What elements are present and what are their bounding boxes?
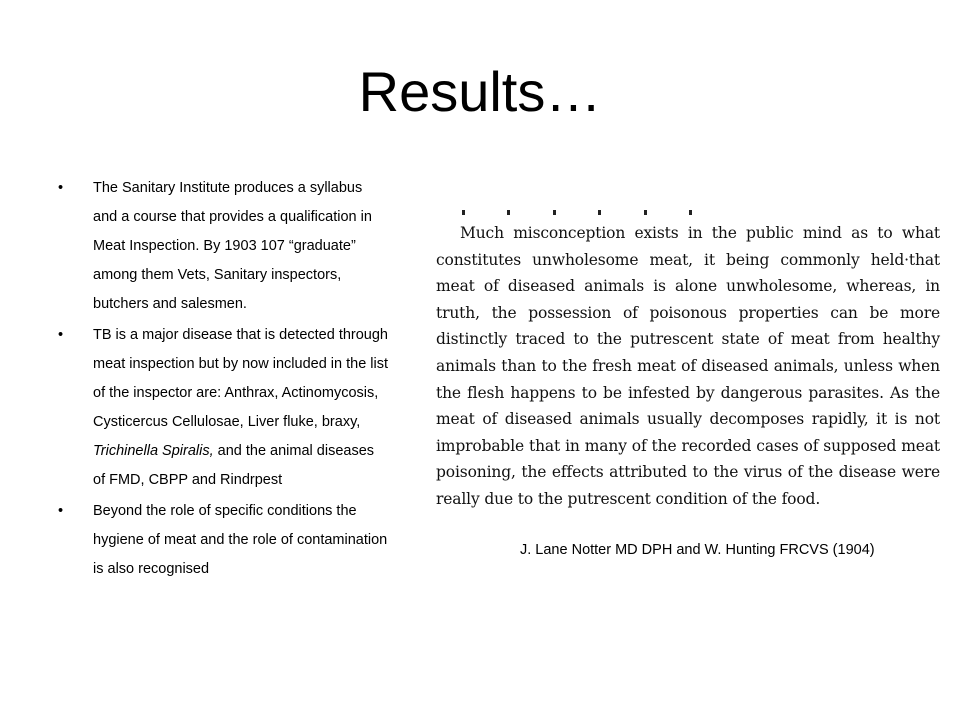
bullet-text: The Sanitary Institute produces a syllabus and a course that provides a qualification in Meat Inspection. By 1903 107 “graduate” among them Vets, Sanitary inspectors, butchers and salesmen.	[93, 180, 372, 312]
bullet-marker: •	[58, 180, 64, 196]
image-caption: J. Lane Notter MD DPH and W. Hunting FRCVS (1904)	[520, 542, 875, 558]
bullet-marker: •	[58, 503, 64, 519]
scanned-quote-text: Much misconception exists in the public mind as to what constitutes unwholesome meat, it being commonly held·that meat of diseased animals is alone unwholesome, whereas, in truth, the possession of poisonous properties can be more distinctly traced to the putrescent state of meat from healthy animals than to the fresh meat of diseased animals, unless when the flesh happens to be infested by dangerous parasites. As the meat of diseased animals usually decomposes rapidly, it is not improbable that in many of the recorded cases of supposed meat poisoning, the effects attributed to the virus of the disease were really due to the putrescent condition of the food.	[436, 224, 940, 508]
scan-cropped-line	[462, 210, 692, 216]
bullet-item	[56, 321, 390, 495]
slide-title: Results…	[358, 60, 602, 123]
bullet-text: and the animal diseases of FMD, CBPP and Rindrpest	[93, 443, 375, 488]
bullet-text-italic: Trichinella Spiralis,	[93, 443, 214, 459]
bullet-text: Beyond the role of specific conditions the hygiene of meat and the role of contamination is also recognised	[93, 503, 388, 577]
scanned-text-image	[428, 204, 946, 508]
bullet-list	[56, 174, 390, 586]
bullet-text: TB is a major disease that is detected through meat inspection but by now included in the list of the inspector are: Anthrax, Actinomycosis, Cysticercus Cellulosae, Liver fluke, braxy,	[93, 327, 389, 430]
bullet-item	[56, 174, 390, 319]
bullet-item	[56, 497, 390, 584]
bullet-marker: •	[58, 327, 64, 343]
